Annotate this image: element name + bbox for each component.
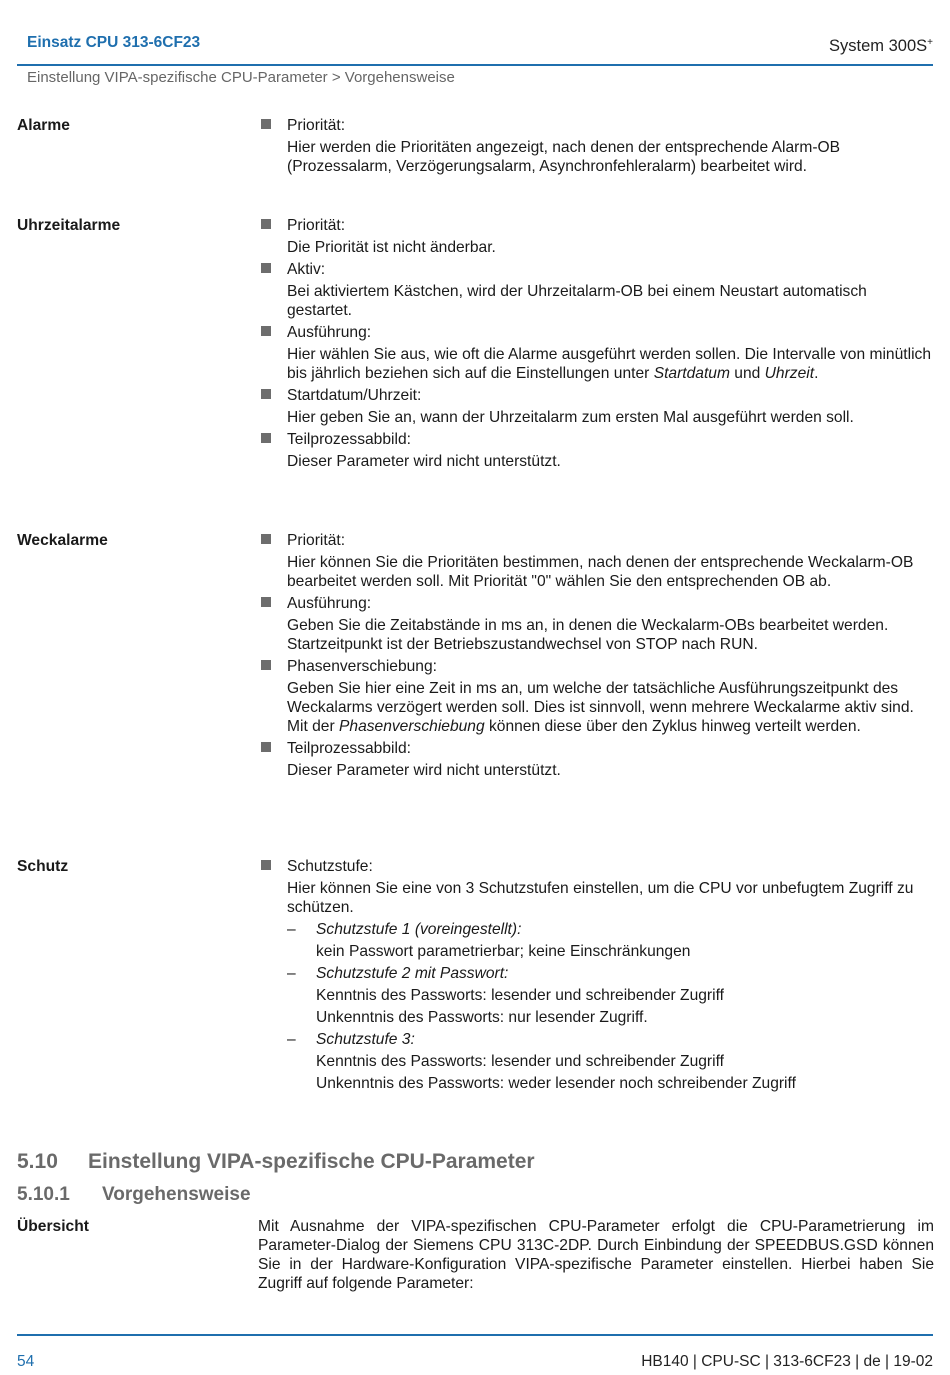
item-description: Dieser Parameter wird nicht unterstützt. — [287, 453, 561, 470]
dash-bullet-icon: – — [287, 1031, 296, 1048]
bullet-list — [259, 116, 931, 179]
list-item — [259, 323, 931, 383]
overview-text: Mit Ausnahme der VIPA-spezifischen CPU-Parameter erfolgt die CPU-Parametrierung im Parameter-Dialog der Siemens CPU 313C-2DP. Durch Einbindung der SPEEDBUS.GSD können Sie in der Hardware-Konfiguration VIPA-spezifische Parameter einstellen. Hierbei haben Sie Zugriff auf folgende Parameter: — [258, 1218, 934, 1292]
dash-list-item — [287, 1030, 931, 1093]
desc-text: können diese über den Zyklus hinweg verteilt werden. — [484, 718, 861, 735]
list-item — [259, 594, 931, 654]
list-item — [259, 216, 931, 257]
subitem-line: Unkenntnis des Passworts: weder lesender noch schreibender Zugriff — [316, 1075, 796, 1092]
subitem-line: Unkenntnis des Passworts: nur lesender Zugriff. — [316, 1009, 648, 1026]
list-item — [259, 430, 931, 471]
item-title: Priorität: — [287, 532, 346, 549]
page-number: 54 — [17, 1353, 35, 1370]
item-description: Bei aktiviertem Kästchen, wird der Uhrzeitalarm-OB bei einem Neustart automatisch gestartet. — [287, 283, 867, 319]
item-description: Dieser Parameter wird nicht unterstützt. — [287, 762, 561, 779]
subitem-title: Schutzstufe 2 mit Passwort: — [316, 965, 509, 982]
subitem-line: Kenntnis des Passworts: lesender und schreibender Zugriff — [316, 987, 724, 1004]
list-item — [259, 857, 931, 1093]
item-description: Hier können Sie die Prioritäten bestimmen, nach denen der entsprechende Weckalarm-OB bearbeitet werden soll. Mit Priorität "0" wählen Sie den entsprechenden OB ab. — [287, 554, 914, 590]
subitem-line: kein Passwort parametrierbar; keine Einschränkungen — [316, 943, 691, 960]
section-number: 5.10 — [17, 1150, 58, 1173]
section-label: Weckalarme — [17, 532, 108, 549]
item-description: Hier geben Sie an, wann der Uhrzeitalarm zum ersten Mal ausgeführt werden soll. — [287, 409, 854, 426]
page-header-title: Einsatz CPU 313-6CF23 — [27, 34, 201, 51]
item-title: Startdatum/Uhrzeit: — [287, 387, 422, 404]
square-bullet-icon — [261, 660, 271, 670]
subitem-line: Kenntnis des Passworts: lesender und schreibender Zugriff — [316, 1053, 724, 1070]
item-description: Hier können Sie eine von 3 Schutzstufen einstellen, um die CPU vor unbefugtem Zugriff zu schützen. — [287, 880, 914, 916]
section-label: Alarme — [17, 117, 70, 134]
desc-text: . — [814, 365, 819, 382]
list-item — [259, 739, 931, 780]
section-label: Uhrzeitalarme — [17, 217, 121, 234]
list-item — [259, 386, 931, 427]
section-title: Einstellung VIPA-spezifische CPU-Parameter — [88, 1150, 535, 1173]
list-item — [259, 657, 931, 736]
list-item — [259, 116, 931, 176]
system-name: System 300S — [829, 37, 928, 55]
square-bullet-icon — [261, 389, 271, 399]
square-bullet-icon — [261, 534, 271, 544]
square-bullet-icon — [261, 263, 271, 273]
bullet-list — [259, 531, 931, 783]
item-description: Geben Sie die Zeitabstände in ms an, in denen die Weckalarm-OBs bearbeitet werden. Startzeitpunkt ist der Betriebszustandwechsel von STOP nach RUN. — [287, 617, 889, 653]
list-item — [259, 260, 931, 320]
square-bullet-icon — [261, 433, 271, 443]
item-description: Die Priorität ist nicht änderbar. — [287, 239, 496, 256]
page-header-system — [829, 33, 933, 56]
item-title: Ausführung: — [287, 324, 372, 341]
subsection-title: Vorgehensweise — [102, 1184, 251, 1205]
document-id: HB140 | CPU-SC | 313-6CF23 | de | 19-02 — [641, 1353, 933, 1370]
item-title: Priorität: — [287, 217, 346, 234]
desc-text: und — [729, 365, 765, 382]
item-title: Aktiv: — [287, 261, 326, 278]
list-item — [259, 531, 931, 591]
item-description — [287, 679, 931, 736]
system-superscript: + — [927, 37, 933, 48]
footer-divider — [17, 1334, 933, 1336]
desc-emphasis: Startdatum — [653, 365, 730, 382]
desc-text: Hier wählen Sie aus, wie oft die Alarme ausgeführt werden sollen. Die Intervalle von minütlich bis jährlich beziehen sich auf die Einstellungen unter — [287, 346, 932, 382]
section-heading — [17, 1152, 535, 1171]
bullet-list — [259, 857, 931, 1096]
dash-bullet-icon: – — [287, 965, 296, 982]
subsection-heading — [17, 1185, 251, 1204]
desc-emphasis: Phasenverschiebung — [339, 718, 485, 735]
desc-text: Geben Sie hier eine Zeit in ms an, um welche der tatsächliche Ausführungszeitpunkt des Weckalarms verzögert werden soll. Dies ist sinnvoll, wenn mehrere Weckalarme aktiv sind. Mit der — [287, 680, 914, 735]
square-bullet-icon — [261, 742, 271, 752]
section-label: Schutz — [17, 858, 69, 875]
dash-list-item — [287, 964, 931, 1027]
dash-bullet-icon: – — [287, 921, 296, 938]
item-description: Hier werden die Prioritäten angezeigt, nach denen der entsprechende Alarm-OB (Prozessalarm, Verzögerungsalarm, Asynchronfehleralarm) bearbeitet wird. — [287, 139, 841, 175]
item-title: Phasenverschiebung: — [287, 658, 437, 675]
dash-list-item — [287, 920, 931, 961]
overview-label: Übersicht — [17, 1218, 89, 1235]
square-bullet-icon — [261, 219, 271, 229]
item-description — [287, 345, 931, 383]
subitem-title: Schutzstufe 3: — [316, 1031, 415, 1048]
item-title: Schutzstufe: — [287, 858, 373, 875]
subsection-number: 5.10.1 — [17, 1184, 70, 1205]
square-bullet-icon — [261, 326, 271, 336]
desc-emphasis: Uhrzeit — [764, 365, 815, 382]
item-title: Teilprozessabbild: — [287, 431, 411, 448]
bullet-list — [259, 216, 931, 474]
breadcrumb: Einstellung VIPA-spezifische CPU-Parameter > Vorgehensweise — [27, 69, 455, 86]
header-divider — [17, 64, 933, 66]
subitem-title: Schutzstufe 1 (voreingestellt): — [316, 921, 522, 938]
dash-list — [287, 920, 931, 1093]
item-title: Teilprozessabbild: — [287, 740, 411, 757]
square-bullet-icon — [261, 860, 271, 870]
item-title: Priorität: — [287, 117, 346, 134]
item-title: Ausführung: — [287, 595, 372, 612]
square-bullet-icon — [261, 119, 271, 129]
square-bullet-icon — [261, 597, 271, 607]
